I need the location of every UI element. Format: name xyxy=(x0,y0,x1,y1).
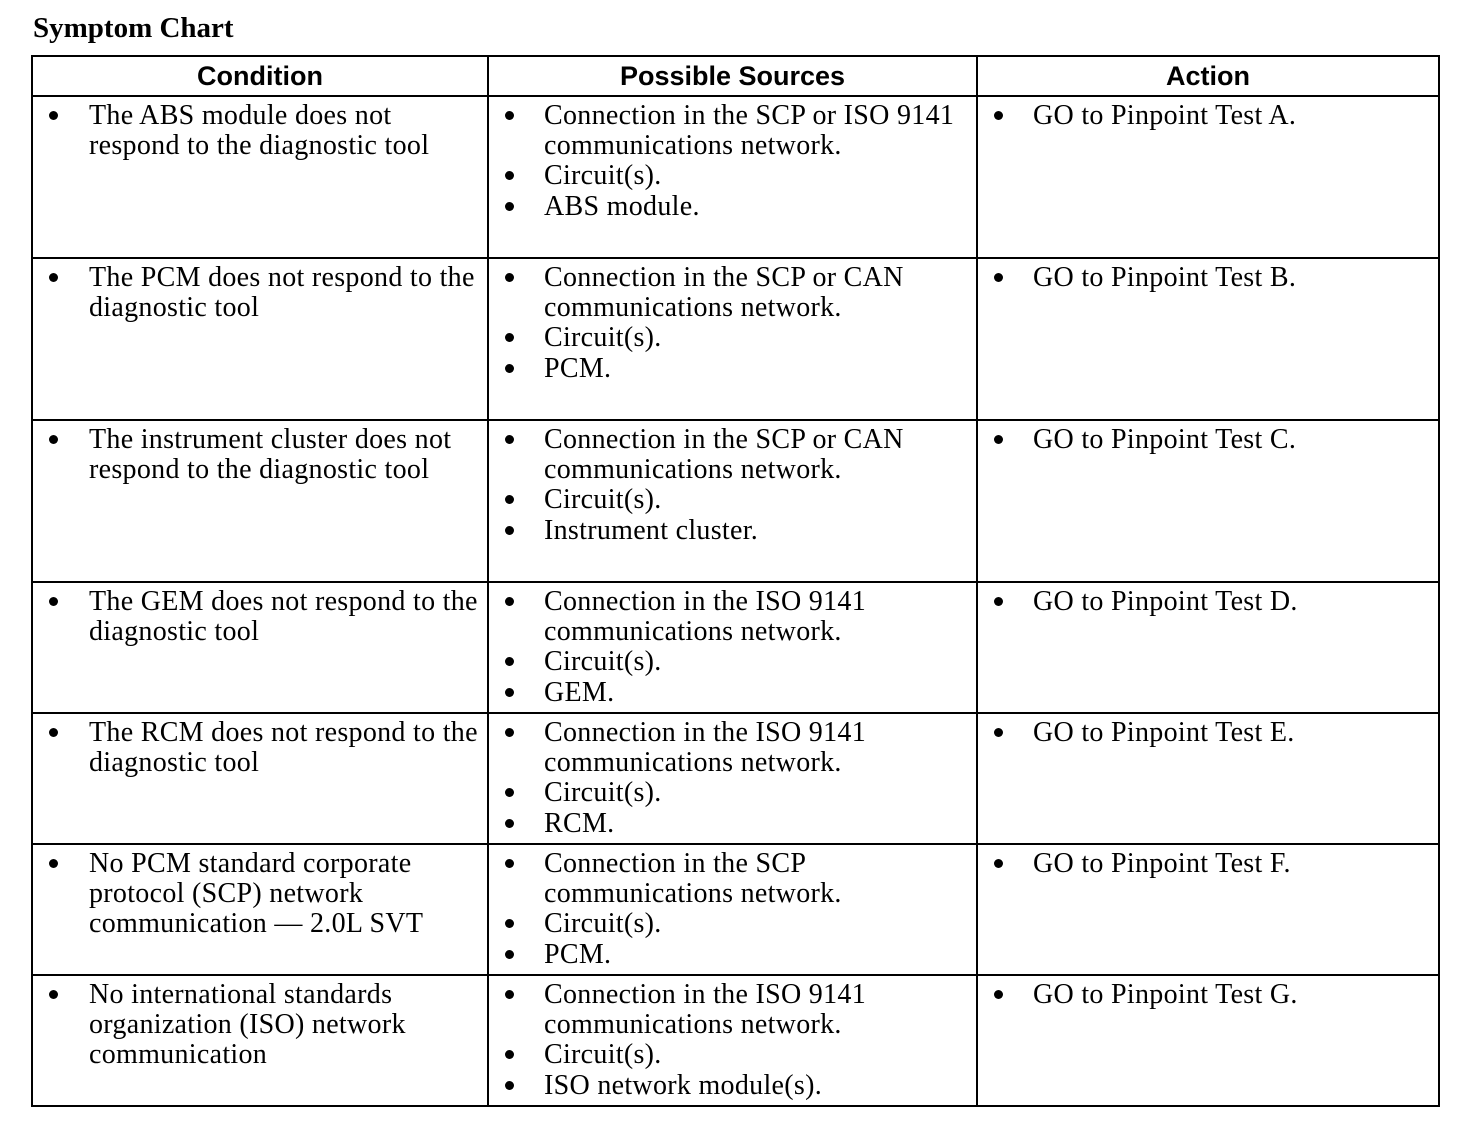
condition-cell xyxy=(32,96,488,258)
source-item: Connection in the ISO 9141 communications network. xyxy=(489,980,968,1040)
source-item: RCM. xyxy=(489,809,968,839)
table-row xyxy=(32,96,1439,258)
source-item: Circuit(s). xyxy=(489,1040,968,1070)
sources-cell xyxy=(488,713,977,844)
symptom-chart-table xyxy=(31,55,1440,1107)
action-cell xyxy=(977,420,1439,582)
action-cell xyxy=(977,258,1439,420)
condition-text: The GEM does not respond to the diagnostic tool xyxy=(33,587,479,647)
condition-cell xyxy=(32,844,488,975)
table-row xyxy=(32,975,1439,1106)
action-text: GO to Pinpoint Test G. xyxy=(978,980,1430,1010)
source-item: Connection in the SCP or ISO 9141 communications network. xyxy=(489,101,968,161)
header-possible-sources: Possible Sources xyxy=(488,56,977,96)
header-condition: Condition xyxy=(32,56,488,96)
action-cell xyxy=(977,96,1439,258)
sources-cell xyxy=(488,582,977,713)
source-item: Connection in the ISO 9141 communications network. xyxy=(489,718,968,778)
source-item: GEM. xyxy=(489,678,968,708)
sources-cell xyxy=(488,975,977,1106)
source-item: Circuit(s). xyxy=(489,485,968,515)
source-item: Circuit(s). xyxy=(489,323,968,353)
condition-text: The PCM does not respond to the diagnostic tool xyxy=(33,263,479,323)
condition-text: The instrument cluster does not respond to the diagnostic tool xyxy=(33,425,479,485)
source-item: Connection in the SCP or CAN communications network. xyxy=(489,425,968,485)
sources-cell xyxy=(488,420,977,582)
condition-cell xyxy=(32,713,488,844)
action-text: GO to Pinpoint Test F. xyxy=(978,849,1430,879)
condition-text: The RCM does not respond to the diagnostic tool xyxy=(33,718,479,778)
header-row xyxy=(32,56,1439,96)
source-item: Circuit(s). xyxy=(489,778,968,808)
action-cell xyxy=(977,713,1439,844)
source-item: PCM. xyxy=(489,940,968,970)
action-text: GO to Pinpoint Test B. xyxy=(978,263,1430,293)
condition-cell xyxy=(32,582,488,713)
condition-text: No international standards organization (ISO) network communication xyxy=(33,980,479,1071)
table-row xyxy=(32,582,1439,713)
header-action: Action xyxy=(977,56,1439,96)
source-item: Instrument cluster. xyxy=(489,516,968,546)
condition-cell xyxy=(32,258,488,420)
condition-cell xyxy=(32,420,488,582)
action-cell xyxy=(977,844,1439,975)
action-cell xyxy=(977,582,1439,713)
sources-cell xyxy=(488,258,977,420)
table-row xyxy=(32,844,1439,975)
condition-cell xyxy=(32,975,488,1106)
action-text: GO to Pinpoint Test A. xyxy=(978,101,1430,131)
table-row xyxy=(32,713,1439,844)
table-row xyxy=(32,420,1439,582)
action-text: GO to Pinpoint Test C. xyxy=(978,425,1430,455)
sources-cell xyxy=(488,844,977,975)
condition-text: The ABS module does not respond to the diagnostic tool xyxy=(33,101,479,161)
source-item: Connection in the ISO 9141 communications network. xyxy=(489,587,968,647)
source-item: Circuit(s). xyxy=(489,161,968,191)
page-title: Symptom Chart xyxy=(33,12,234,44)
source-item: ISO network module(s). xyxy=(489,1071,968,1101)
sources-cell xyxy=(488,96,977,258)
table-row xyxy=(32,258,1439,420)
source-item: Connection in the SCP or CAN communications network. xyxy=(489,263,968,323)
action-text: GO to Pinpoint Test E. xyxy=(978,718,1430,748)
action-cell xyxy=(977,975,1439,1106)
source-item: Circuit(s). xyxy=(489,647,968,677)
condition-text: No PCM standard corporate protocol (SCP) network communication — 2.0L SVT xyxy=(33,849,479,940)
source-item: Circuit(s). xyxy=(489,909,968,939)
source-item: ABS module. xyxy=(489,192,968,222)
source-item: PCM. xyxy=(489,354,968,384)
action-text: GO to Pinpoint Test D. xyxy=(978,587,1430,617)
source-item: Connection in the SCP communications network. xyxy=(489,849,968,909)
